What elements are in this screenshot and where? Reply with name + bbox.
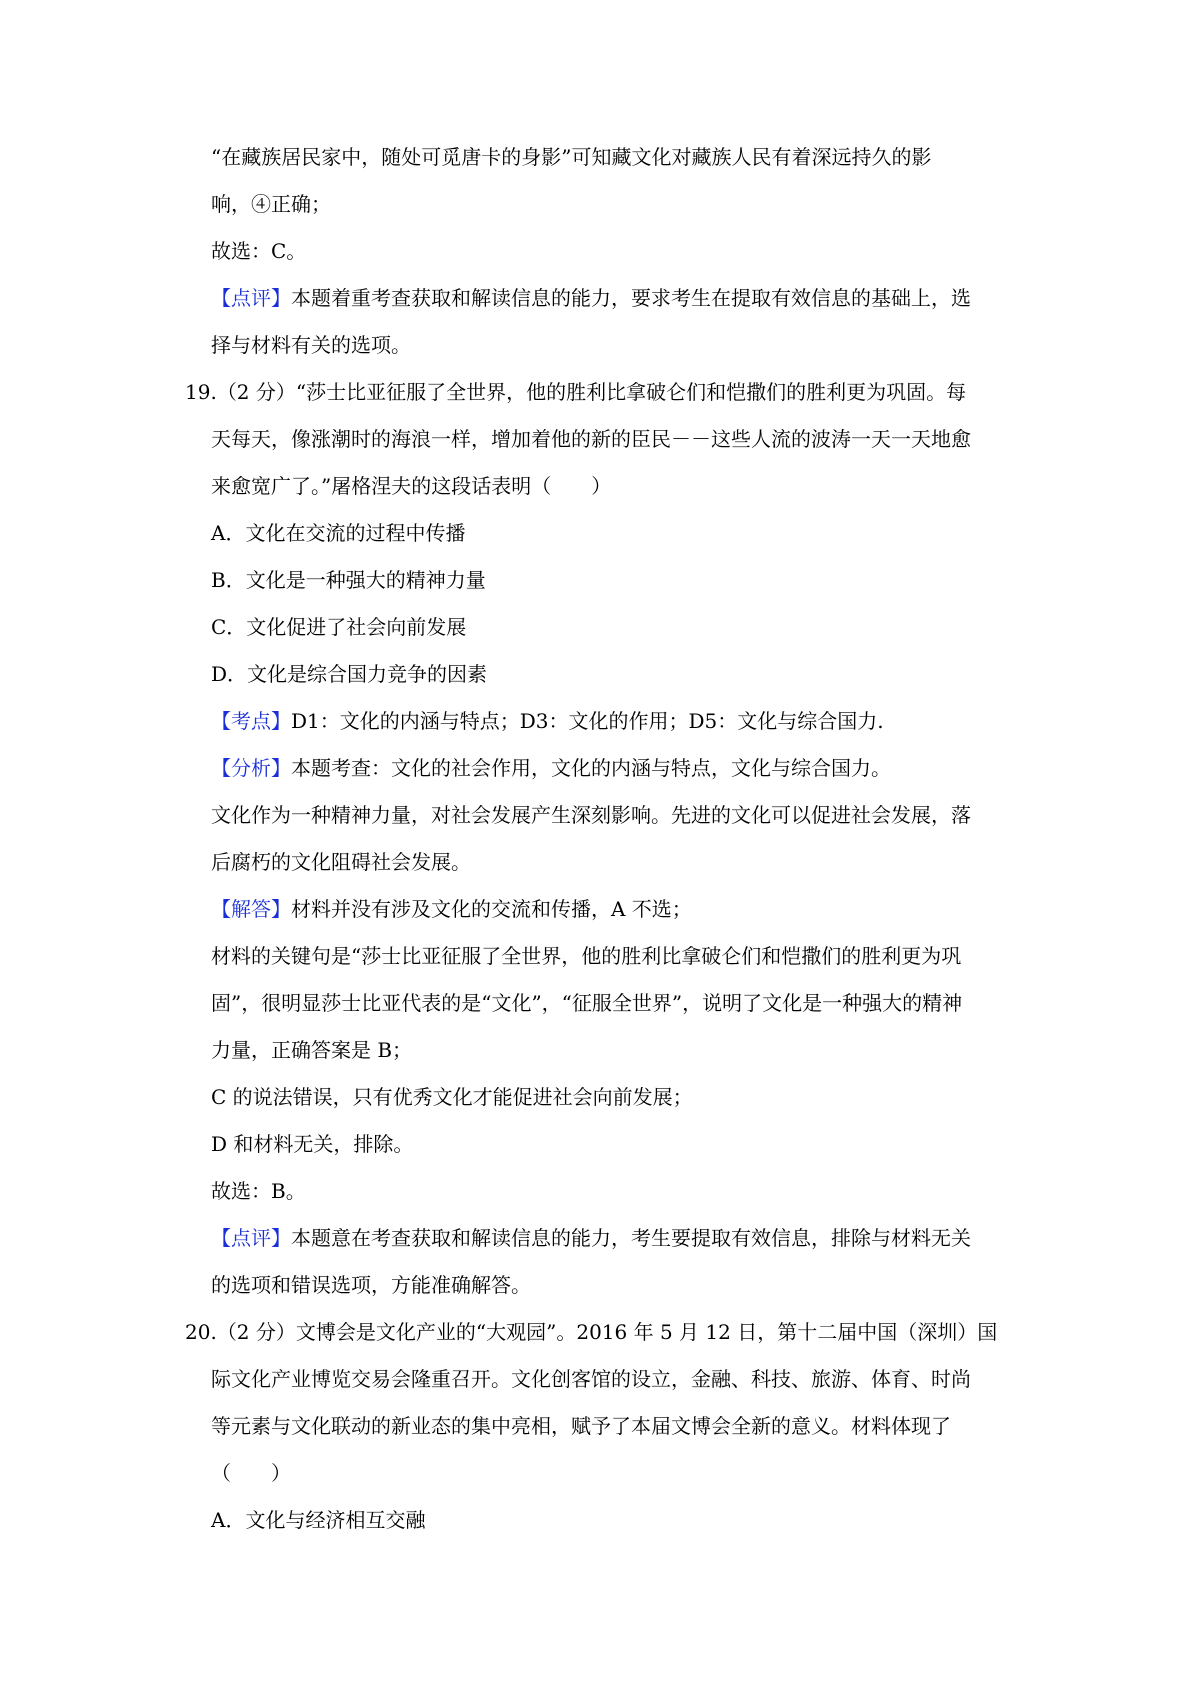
question-19-jieda: [211, 895, 692, 923]
question-19-stem: [185, 378, 966, 406]
question-20-option-a: A．文化与经济相互交融: [211, 1508, 426, 1532]
question-19-answer-choice: 故选：B。: [211, 1179, 306, 1203]
question-19-jieda-line-3: 固”，很明显莎士比亚代表的是“文化”，“征服全世界”，说明了文化是一种强大的精神: [211, 991, 963, 1015]
question-text: （2 分）“莎士比亚征服了全世界，他的胜利比拿破仑们和恺撒们的胜利更为巩固。每: [216, 380, 967, 404]
question-19-option-c: C．文化促进了社会向前发展: [211, 615, 467, 639]
question-19-fenxi-line-3: 后腐朽的文化阻碍社会发展。: [211, 850, 471, 874]
question-19-review: [211, 1224, 971, 1252]
question-19-jieda-line-4: 力量，正确答案是 B；: [211, 1038, 413, 1062]
question-19-review-line-2: 的选项和错误选项，方能准确解答。: [211, 1273, 531, 1297]
prev-analysis-line-2: 响，④正确；: [211, 192, 331, 216]
prev-analysis-line-1: “在藏族居民家中，随处可觅唐卡的身影”可知藏文化对藏族人民有着深远持久的影: [211, 145, 932, 169]
question-20-stem: [185, 1318, 997, 1346]
jieda-tag: 【解答】: [211, 897, 291, 921]
question-text: （2 分）文博会是文化产业的“大观园”。2016 年 5 月 12 日，第十二届中国（深圳）国: [216, 1320, 998, 1344]
prev-review: [211, 284, 971, 312]
jieda-text: 材料并没有涉及文化的交流和传播，A 不选；: [291, 897, 692, 921]
review-tag: 【点评】: [211, 1226, 291, 1250]
kaodian-tag: 【考点】: [211, 709, 291, 733]
fenxi-text: 本题考查：文化的社会作用，文化的内涵与特点，文化与综合国力。: [291, 756, 891, 780]
question-20-stem-line-4: （ ）: [211, 1461, 291, 1485]
question-19-fenxi: [211, 754, 891, 782]
question-19-jieda-line-5: C 的说法错误，只有优秀文化才能促进社会向前发展；: [211, 1085, 693, 1109]
question-20-stem-line-3: 等元素与文化联动的新业态的集中亮相，赋予了本届文博会全新的意义。材料体现了: [211, 1414, 951, 1438]
question-19-kaodian: [211, 707, 884, 735]
review-text: 本题意在考查获取和解读信息的能力，考生要提取有效信息，排除与材料无关: [291, 1226, 971, 1250]
question-number: 20.: [185, 1320, 217, 1344]
review-tag: 【点评】: [211, 286, 291, 310]
question-19-fenxi-line-2: 文化作为一种精神力量，对社会发展产生深刻影响。先进的文化可以促进社会发展，落: [211, 803, 971, 827]
prev-review-line-2: 择与材料有关的选项。: [211, 333, 411, 357]
fenxi-tag: 【分析】: [211, 756, 291, 780]
prev-answer-choice: 故选：C。: [211, 239, 307, 263]
question-19-jieda-line-2: 材料的关键句是“莎士比亚征服了全世界，他的胜利比拿破仑们和恺撒们的胜利更为巩: [211, 944, 962, 968]
question-number: 19.: [185, 380, 217, 404]
question-20-stem-line-2: 际文化产业博览交易会隆重召开。文化创客馆的设立，金融、科技、旅游、体育、时尚: [211, 1367, 971, 1391]
question-19-option-b: B．文化是一种强大的精神力量: [211, 568, 486, 592]
question-19-jieda-line-6: D 和材料无关，排除。: [211, 1132, 414, 1156]
question-19-option-d: D．文化是综合国力竞争的因素: [211, 662, 488, 686]
kaodian-text: D1：文化的内涵与特点；D3：文化的作用；D5：文化与综合国力.: [291, 709, 884, 733]
question-19-option-a: A．文化在交流的过程中传播: [211, 521, 466, 545]
review-text: 本题着重考查获取和解读信息的能力，要求考生在提取有效信息的基础上，选: [291, 286, 971, 310]
question-19-stem-line-3: 来愈宽广了。”屠格涅夫的这段话表明（ ）: [211, 474, 612, 498]
question-19-stem-line-2: 天每天，像涨潮时的海浪一样，增加着他的新的臣民－－这些人流的波涛一天一天地愈: [211, 427, 971, 451]
